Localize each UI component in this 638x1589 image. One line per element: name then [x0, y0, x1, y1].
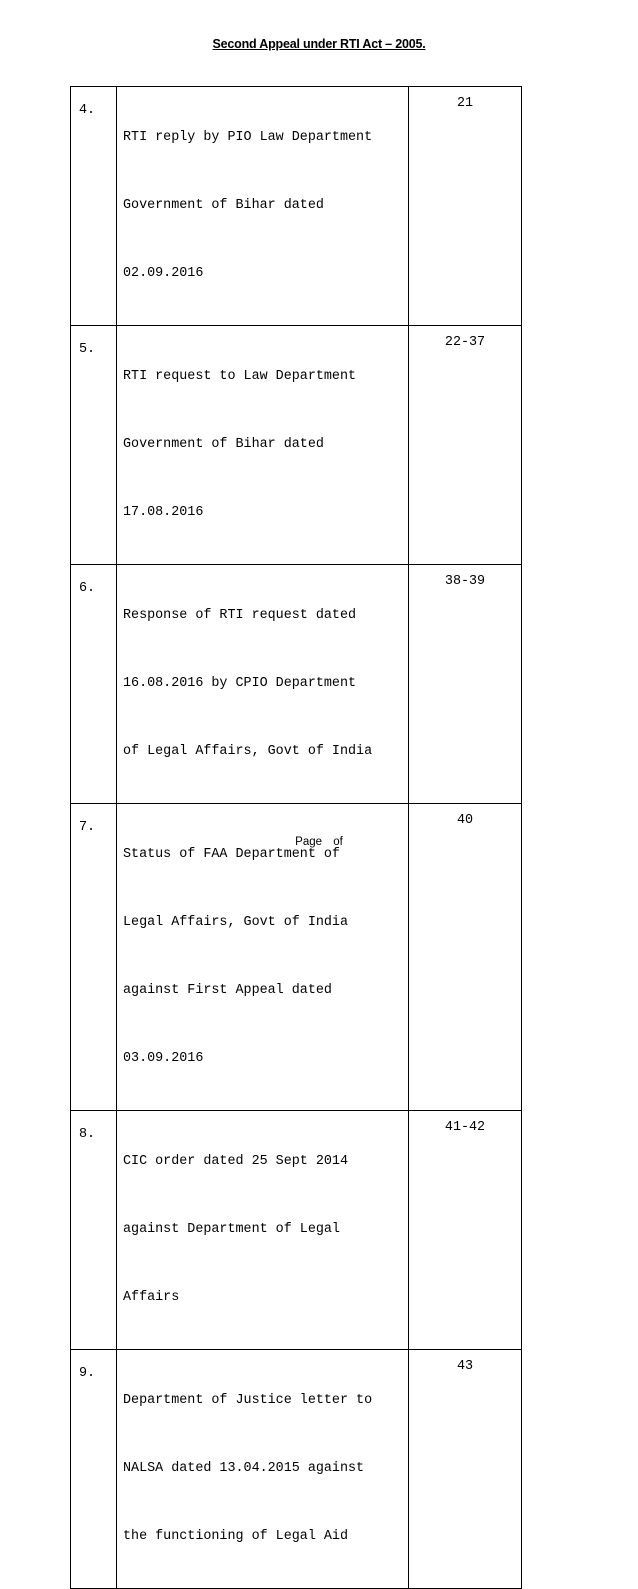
footer-page-label: Page	[295, 836, 323, 848]
table-row	[71, 326, 522, 565]
description-line: Government of Bihar dated	[123, 437, 324, 452]
row-number: 7.	[79, 820, 96, 835]
row-description	[117, 565, 408, 803]
row-page-cell	[409, 1111, 522, 1350]
description-line: Legal Affairs, Govt of India	[123, 915, 348, 930]
row-number: 5.	[79, 342, 96, 357]
description-line: CIC order dated 25 Sept 2014	[123, 1154, 348, 1169]
description-line: Response of RTI request dated	[123, 608, 357, 623]
row-page-cell	[409, 565, 522, 804]
row-description-cell	[117, 804, 409, 1111]
row-page-number: 22-37	[444, 335, 486, 350]
table-row	[71, 565, 522, 804]
row-page-cell	[409, 326, 522, 565]
row-number-cell	[71, 1111, 117, 1350]
row-description	[117, 1350, 408, 1588]
row-page-cell	[409, 1350, 522, 1589]
description-line: 17.08.2016	[123, 505, 204, 520]
row-page-number: 40	[456, 813, 474, 828]
page-footer	[0, 836, 638, 848]
row-description-cell	[117, 565, 409, 804]
page-header-title: Second Appeal under RTI Act – 2005.	[212, 37, 426, 51]
table-row	[71, 1350, 522, 1589]
row-description-cell	[117, 87, 409, 326]
description-line: Status of FAA Department of	[123, 847, 340, 862]
description-line: 16.08.2016 by CPIO Department	[123, 676, 357, 691]
description-line: 02.09.2016	[123, 266, 204, 281]
row-page-cell	[409, 804, 522, 1111]
row-number-cell	[71, 1350, 117, 1589]
row-number: 6.	[79, 581, 96, 596]
description-line: RTI request to Law Department	[123, 369, 357, 384]
description-line: Department of Justice letter to	[123, 1393, 373, 1408]
description-line: against Department of Legal	[123, 1222, 340, 1237]
row-description	[117, 1111, 408, 1349]
row-number: 8.	[79, 1127, 96, 1142]
row-number: 9.	[79, 1366, 96, 1381]
description-line: Government of Bihar dated	[123, 198, 324, 213]
row-number-cell	[71, 326, 117, 565]
row-description	[117, 804, 408, 1110]
description-line: 03.09.2016	[123, 1051, 204, 1066]
footer-of-label: of	[333, 836, 343, 848]
row-description-cell	[117, 326, 409, 565]
description-line: of Legal Affairs, Govt of India	[123, 744, 373, 759]
row-number: 4.	[79, 103, 96, 118]
row-description-cell	[117, 1350, 409, 1589]
description-line: Affairs	[123, 1290, 180, 1305]
description-line: RTI reply by PIO Law Department	[123, 130, 373, 145]
description-line: the functioning of Legal Aid	[123, 1529, 348, 1544]
row-number-cell	[71, 87, 117, 326]
row-number-cell	[71, 804, 117, 1111]
row-page-number: 43	[456, 1359, 474, 1374]
row-page-number: 41-42	[444, 1120, 486, 1135]
row-description	[117, 87, 408, 325]
table-row	[71, 804, 522, 1111]
description-line: against First Appeal dated	[123, 983, 332, 998]
description-line: NALSA dated 13.04.2015 against	[123, 1461, 365, 1476]
table-row	[71, 1111, 522, 1350]
row-description-cell	[117, 1111, 409, 1350]
table-row	[71, 87, 522, 326]
row-description	[117, 326, 408, 564]
row-page-cell	[409, 87, 522, 326]
row-page-number: 38-39	[444, 574, 486, 589]
row-number-cell	[71, 565, 117, 804]
row-page-number: 21	[456, 96, 474, 111]
